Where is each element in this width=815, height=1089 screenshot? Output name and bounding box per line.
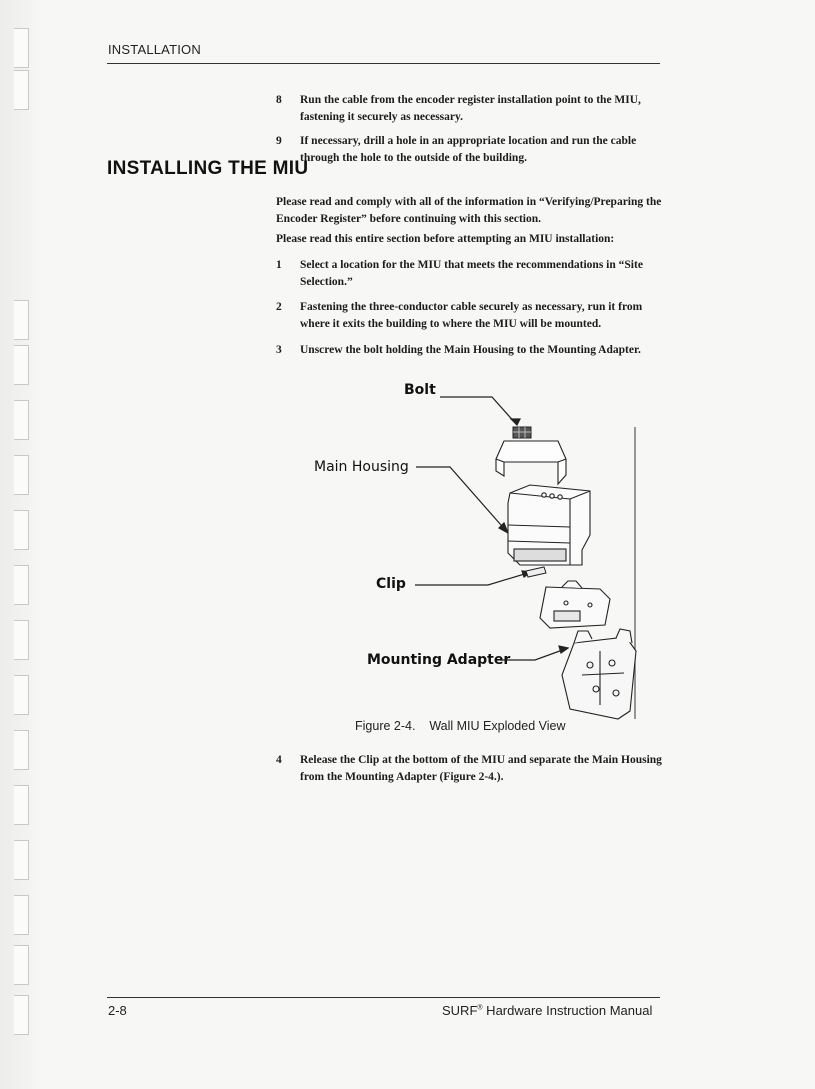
- clip-leader-line: [415, 572, 531, 585]
- step-text: Select a location for the MIU that meets the recommendations in “Site Selection.”: [300, 259, 643, 288]
- binder-hole: [14, 620, 29, 660]
- binder-hole: [14, 945, 29, 985]
- step-4: [276, 752, 666, 786]
- step-1: [276, 257, 666, 291]
- manual-title-rest: Hardware Instruction Manual: [482, 1003, 653, 1018]
- step-text: Fastening the three-conductor cable securely as necessary, run it from where it exits the building to where the MIU will be mounted.: [300, 301, 643, 330]
- step-number: 4: [276, 754, 282, 766]
- bolt-leader-line: [440, 397, 517, 425]
- main-housing-leader-line: [416, 467, 508, 533]
- housing-cap-part: [496, 441, 566, 484]
- binder-hole: [14, 300, 29, 340]
- binder-hole: [14, 675, 29, 715]
- binder-hole: [14, 345, 29, 385]
- mounting-adapter-label: Mounting Adapter: [367, 652, 511, 668]
- binder-hole: [14, 895, 29, 935]
- exploded-view-drawing: [300, 375, 660, 725]
- step-text: If necessary, drill a hole in an appropriate location and run the cable through the hole to the outside of the building.: [300, 135, 637, 164]
- clip-label: Clip: [376, 576, 406, 592]
- intro-paragraph: Please read this entire section before attempting an MIU installation:: [276, 233, 615, 245]
- bolt-label: Bolt: [404, 382, 436, 398]
- step-text: Release the Clip at the bottom of the MIU and separate the Main Housing from the Mounting Adapter (Figure 2-4.).: [300, 754, 662, 783]
- step-text: Run the cable from the encoder register installation point to the MIU, fastening it securely as necessary.: [300, 94, 641, 123]
- step-9: [276, 133, 666, 167]
- binder-hole: [14, 565, 29, 605]
- main-housing-part: [508, 485, 590, 565]
- figure-caption: Figure 2-4. Wall MIU Exploded View: [355, 719, 566, 733]
- section-title: INSTALLING THE MIU: [107, 158, 309, 179]
- binder-hole: [14, 400, 29, 440]
- step-number: 8: [276, 94, 282, 106]
- step-2: [276, 299, 666, 333]
- binder-hole: [14, 28, 29, 68]
- main-housing-label: Main Housing: [314, 459, 409, 475]
- manual-title: [442, 1003, 652, 1018]
- mounting-adapter-part: [562, 629, 636, 719]
- binder-hole: [14, 70, 29, 110]
- binder-hole: [14, 455, 29, 495]
- header-rule: [107, 63, 660, 64]
- step-number: 9: [276, 135, 282, 147]
- binder-hole: [14, 995, 29, 1035]
- binder-hole: [14, 510, 29, 550]
- bolt-part: [513, 427, 531, 438]
- footer-rule: [107, 997, 660, 998]
- step-8: [276, 92, 666, 126]
- binder-hole: [14, 840, 29, 880]
- bolt-arrowhead: [511, 419, 520, 425]
- manual-title-name: SURF: [442, 1003, 478, 1018]
- step-number: 2: [276, 301, 282, 313]
- base-plate-part: [540, 581, 610, 628]
- exploded-view-figure: [300, 375, 660, 725]
- clip-part: [526, 567, 546, 577]
- mounting-adapter-arrowhead: [559, 646, 568, 653]
- binding-edge: [0, 0, 40, 1089]
- binder-hole: [14, 785, 29, 825]
- registered-mark: ®: [477, 1004, 483, 1012]
- intro-paragraph: Please read and comply with all of the information in “Verifying/Preparing the Encoder Register” before continuing with this section.: [276, 196, 662, 225]
- step-number: 1: [276, 259, 282, 271]
- page-number: 2-8: [108, 1003, 127, 1018]
- step-text: Unscrew the bolt holding the Main Housing to the Mounting Adapter.: [300, 344, 641, 356]
- binder-hole: [14, 730, 29, 770]
- running-header: INSTALLATION: [108, 42, 201, 57]
- step-number: 3: [276, 344, 282, 356]
- step-3: [276, 342, 666, 359]
